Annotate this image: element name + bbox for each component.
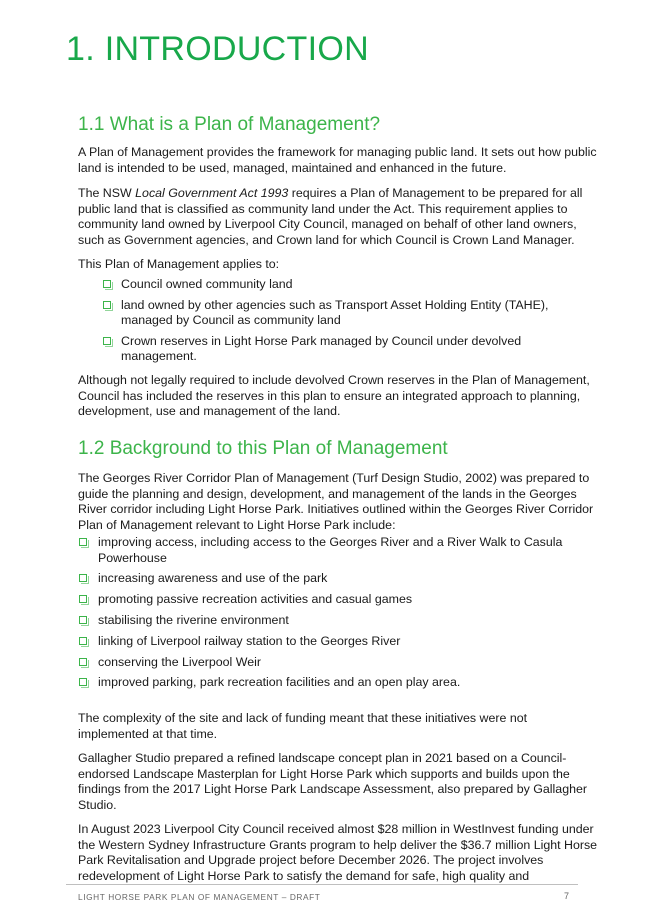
square-bullet-icon [103,301,111,309]
paragraph-georges-river-corridor: The Georges River Corridor Plan of Management (Turf Design Studio, 2002) was prepared to guide the planning and design, development, and management of the lands in the Georges River corridor including Light Horse Park. Initiatives outlined within the Georges River Corridor Plan of Management relevant to Light Horse Park include: [78,471,594,532]
list-item [103,334,583,365]
square-bullet-icon [79,595,87,603]
section-heading-what-is-plan: 1.1 What is a Plan of Management? [78,114,381,135]
square-bullet-icon [79,637,87,645]
act-text-after: requires a Plan of Management to be prepared for all public land that is classified as community land under the Act. This requirement applies to community land owned by Liverpool City Council, managed on behalf of other land owners, such as Government agencies, and Crown land for which Council is Crown Land Manager. [78,186,583,247]
square-bullet-icon [79,678,87,686]
list-item [103,277,583,293]
paragraph-gallagher-studio: Gallagher Studio prepared a refined landscape concept plan in 2021 based on a Council-endorsed Landscape Masterplan for Light Horse Park which supports and builds upon the findings from the 2017 Light Horse Park Landscape Assessment, also prepared by Gallagher Studio. [78,751,587,812]
list-item [79,535,589,566]
paragraph-nsw-act [78,186,598,248]
list-item-text: improving access, including access to the Georges River and a River Walk to Casula Powerhouse [98,535,563,565]
paragraph-westinvest-funding: In August 2023 Liverpool City Council received almost $28 million in WestInvest funding under the Western Sydney Infrastructure Grants program to help deliver the $36.7 million Light Horse Park Revitalisation and Upgrade project before December 2026. The project involves redevelopment of Light Horse Park to satisfy the demand for safe, high quality and [78,822,598,883]
paragraph-complexity: The complexity of the site and lack of funding meant that these initiatives were not implemented at that time. [78,711,528,741]
list-item-text: increasing awareness and use of the park [98,571,328,586]
page-title: 1. INTRODUCTION [66,30,369,68]
list-item-text: linking of Liverpool railway station to the Georges River [98,633,401,648]
act-title: Local Government Act 1993 [135,186,289,200]
list-item [79,634,589,650]
applies-to-list [103,277,583,370]
list-item-text: Crown reserves in Light Horse Park managed by Council under devolved management. [121,333,522,364]
square-bullet-icon [103,280,111,288]
square-bullet-icon [103,337,111,345]
list-item [79,655,589,671]
list-item-text: improved parking, park recreation facilities and an open play area. [98,675,461,690]
footer-document-title: LIGHT HORSE PARK PLAN OF MANAGEMENT – DRAFT [78,892,321,902]
list-item [103,298,583,329]
square-bullet-icon [79,574,87,582]
square-bullet-icon [79,616,87,624]
paragraph-crown-reserves: Although not legally required to include devolved Crown reserves in the Plan of Management, Council has included the reserves in this plan to ensure an integrated approach to planning, development, use and management of the land. [78,373,590,419]
list-item-text: stabilising the riverine environment [98,612,289,627]
list-item-text: Council owned community land [121,277,293,291]
list-item-text: land owned by other agencies such as Transport Asset Holding Entity (TAHE), managed by Council as community land [121,297,549,328]
paragraph-applies-to: This Plan of Management applies to: [78,257,280,271]
list-item-text: conserving the Liverpool Weir [98,654,261,669]
list-item [79,592,589,608]
act-text-before: The NSW [78,186,136,200]
page-number: 7 [564,891,570,901]
list-item [79,571,589,587]
section-heading-background: 1.2 Background to this Plan of Management [78,438,448,459]
initiatives-list [79,535,589,696]
square-bullet-icon [79,658,87,666]
list-item [79,613,589,629]
paragraph-pom-framework: A Plan of Management provides the framework for managing public land. It sets out how public land is intended to be used, managed, maintained and enhanced in the future. [78,145,597,175]
square-bullet-icon [79,538,87,546]
list-item-text: promoting passive recreation activities and casual games [98,592,413,607]
list-item [79,675,589,691]
footer-divider [66,884,578,885]
